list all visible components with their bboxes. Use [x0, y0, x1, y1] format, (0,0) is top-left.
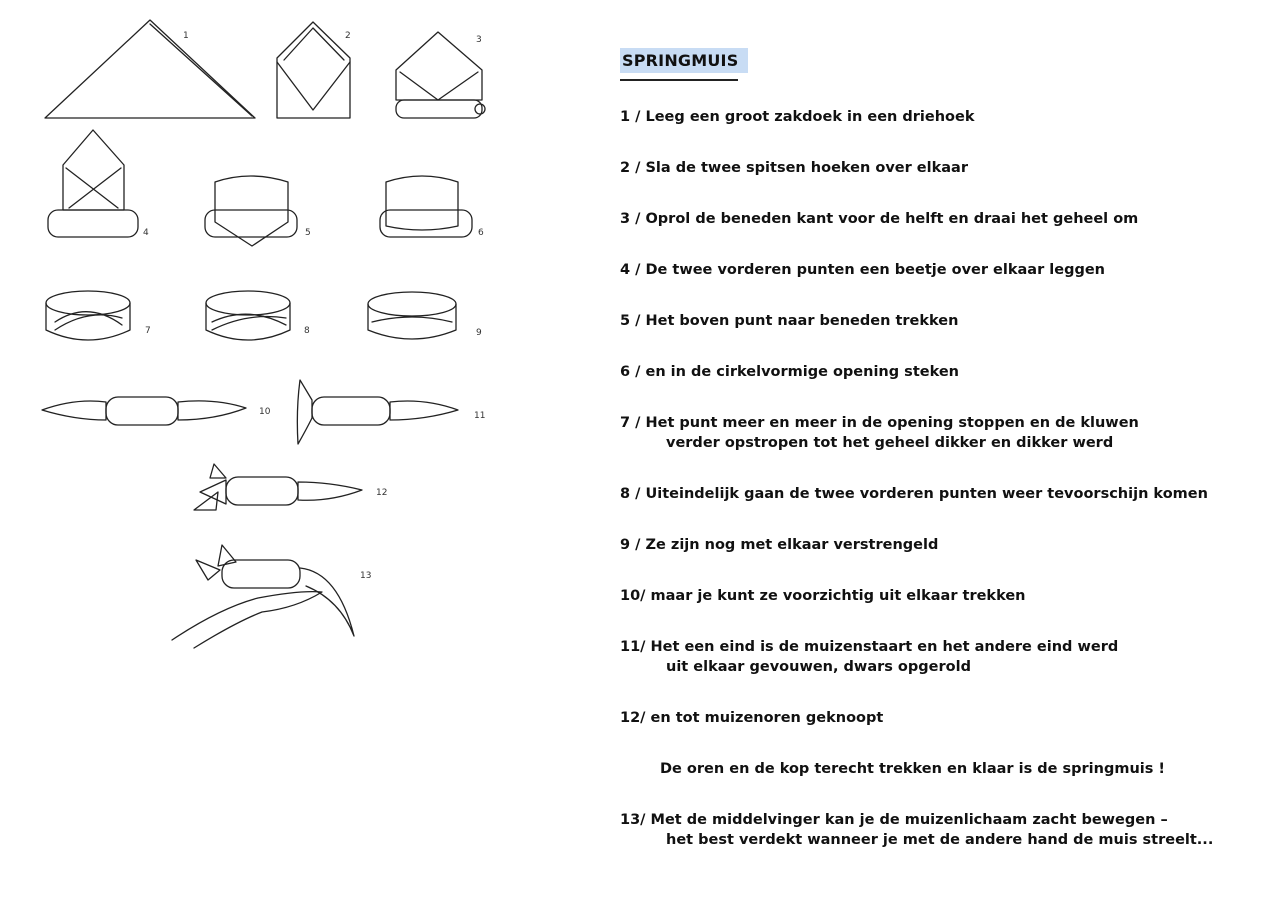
- step-number-label: 2: [345, 31, 351, 41]
- step-line: 3 / Oprol de beneden kant voor de helft en draai het geheel om: [620, 210, 1139, 227]
- step-number-label: 8: [304, 326, 310, 336]
- step-2: [620, 158, 1260, 178]
- step-line: 13/ Met de middelvinger kan je de muizenlichaam zacht bewegen –: [620, 811, 1168, 828]
- step-line-continued: het best verdekt wanneer je met de andere hand de muis streelt...: [666, 831, 1214, 848]
- step-number-label: 11: [474, 411, 486, 421]
- step-1: [620, 107, 1260, 127]
- step-7: [620, 413, 1260, 453]
- title-underline: [620, 79, 738, 81]
- illustration-step-7: [46, 291, 151, 340]
- step-3: [620, 209, 1260, 229]
- step-line: 9 / Ze zijn nog met elkaar verstrengeld: [620, 536, 939, 553]
- step-4: [620, 260, 1260, 280]
- step-number-label: 1: [183, 31, 189, 41]
- step-line: 8 / Uiteindelijk gaan de twee vorderen punten weer tevoorschijn komen: [620, 485, 1208, 502]
- step-number-label: 7: [145, 326, 151, 336]
- step-line: 7 / Het punt meer en meer in de opening stoppen en de kluwen: [620, 414, 1139, 431]
- illustration-step-9: [368, 292, 482, 339]
- step-8: [620, 484, 1260, 504]
- step-5: [620, 311, 1260, 331]
- step-line: 5 / Het boven punt naar beneden trekken: [620, 312, 959, 329]
- step-line: 4 / De twee vorderen punten een beetje over elkaar leggen: [620, 261, 1105, 278]
- step-line: 1 / Leeg een groot zakdoek in een driehoek: [620, 108, 975, 125]
- step-number-label: 12: [376, 488, 388, 498]
- step-number-label: 4: [143, 228, 149, 238]
- illustration-step-5: [205, 176, 311, 246]
- folding-illustrations: [0, 0, 600, 900]
- illustration-step-8: [206, 291, 310, 340]
- step-line: De oren en de kop terecht trekken en klaar is de springmuis !: [660, 760, 1166, 777]
- step-12: [620, 708, 1260, 728]
- instructions-panel: [620, 48, 1260, 850]
- illustration-step-2: [277, 22, 351, 118]
- step-number-label: 9: [476, 328, 482, 338]
- illustration-step-1: [45, 20, 255, 118]
- illustration-step-10: [42, 397, 271, 425]
- step-line-continued: uit elkaar gevouwen, dwars opgerold: [666, 658, 971, 675]
- step-13: [620, 810, 1260, 850]
- page-title: SPRINGMUIS: [620, 48, 748, 73]
- step-number-label: 3: [476, 35, 482, 45]
- folding-diagram: [0, 0, 600, 900]
- step-line: 11/ Het een eind is de muizenstaart en het andere eind werd: [620, 638, 1119, 655]
- step-number-label: 10: [259, 407, 271, 417]
- step-line-continued: verder opstropen tot het geheel dikker en dikker werd: [666, 434, 1114, 451]
- step-line: 10/ maar je kunt ze voorzichtig uit elkaar trekken: [620, 587, 1026, 604]
- step-number-label: 5: [305, 228, 311, 238]
- steps-list: [620, 107, 1260, 850]
- step-line: 12/ en tot muizenoren geknoopt: [620, 709, 884, 726]
- illustration-step-11: [297, 380, 485, 444]
- illustration-step-13: [172, 545, 371, 648]
- illustration-step-12: [194, 464, 387, 510]
- step-number-label: 6: [478, 228, 484, 238]
- illustration-step-3: [396, 32, 485, 118]
- step-line: 2 / Sla de twee spitsen hoeken over elkaar: [620, 159, 968, 176]
- illustration-step-4: [48, 130, 149, 238]
- step-line: 6 / en in de cirkelvormige opening steken: [620, 363, 959, 380]
- step-9: [620, 535, 1260, 555]
- step-6: [620, 362, 1260, 382]
- step-10: [620, 586, 1260, 606]
- closing-note: [620, 759, 1260, 779]
- step-number-label: 13: [360, 571, 372, 581]
- step-11: [620, 637, 1260, 677]
- illustration-step-6: [380, 176, 484, 238]
